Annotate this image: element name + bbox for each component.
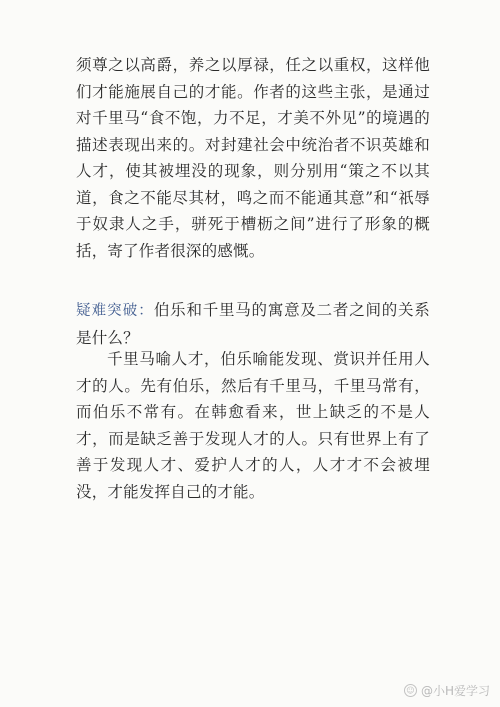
circle-logo-icon: ☺ xyxy=(404,684,417,697)
question-text: 伯乐和千里马的寓意及二者之间的关系是什么？ xyxy=(76,301,431,347)
question-paragraph xyxy=(76,297,430,351)
question-label: 疑难突破： xyxy=(76,303,154,319)
body-paragraph: 须尊之以高爵，养之以厚禄，任之以重权，这样他们才能施展自己的才能。作者的这些主张，是通过对千里马“食不饱，力不足，才美不外见”的境遇的描述表现出来的。对封建社会中统治者不识英雄和人才，使其被埋没的现象，则分别用“策之不以其道，食之不能尽其材，鸣之而不能通其意”和“祇辱于奴隶人之手，骈死于槽枥之间”进行了形象的概括，寄了作者很深的感慨。 xyxy=(76,56,430,260)
watermark-text: @小H爱学习 xyxy=(420,684,490,698)
answer-paragraph: 千里马喻人才，伯乐喻能发现、赏识并任用人才的人。先有伯乐，然后有千里马，千里马常有，而伯乐不常有。在韩愈看来，世上缺乏的不是人才，而是缺乏善于发现人才的人。只有世界上有了善于发现人才、爱护人才的人，人才才不会被埋没，才能发挥自己的才能。 xyxy=(76,350,430,501)
watermark xyxy=(404,682,490,699)
